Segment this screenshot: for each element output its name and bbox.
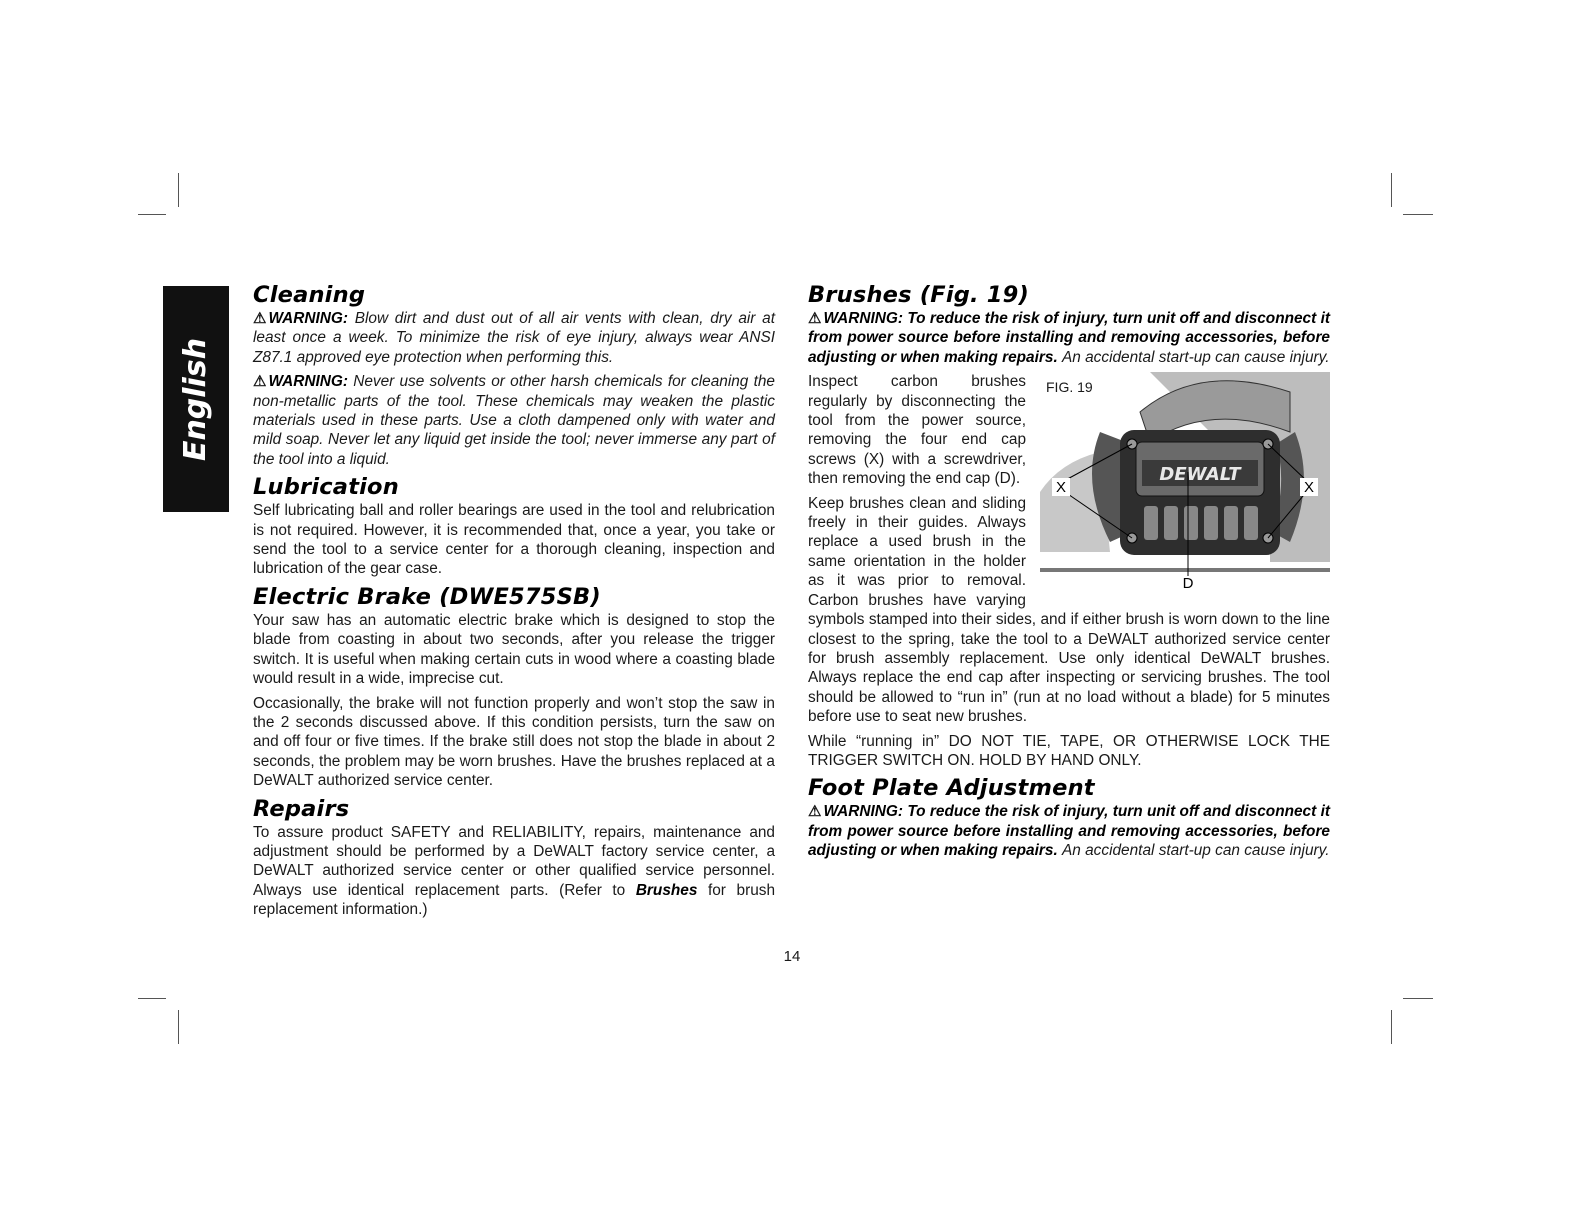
warning-icon: ⚠ [808,310,822,327]
brand-text: DEWALT [1159,464,1241,486]
repairs-text-end: for brush replacement information.) [253,881,776,919]
crop-mark [138,998,166,999]
warning-label: WARNING: [823,803,903,821]
left-column [253,282,775,925]
electric-brake-section [253,584,775,791]
callout-x-left: X [1055,479,1067,497]
brushes-paragraph-3: While “running in” DO NOT TIE, TAPE, OR OTHERWISE LOCK THE TRIGGER SWITCH ON. HOLD BY HAND ONLY. [808,732,1330,769]
crop-mark [1403,998,1433,999]
base-plate [1040,568,1330,572]
lubrication-text: Self lubricating ball and roller bearings are used in the tool and relubrication is not required. However, it is recommended that, once a year, you take or send the tool to a service center for a thorough cleaning, inspection and lubrication of the gear case. [253,502,775,578]
foot-plate-heading: Foot Plate Adjustment [808,775,1095,802]
warning-icon: ⚠ [253,310,267,327]
crop-mark [178,173,179,207]
crop-mark [138,214,166,215]
warning-text: Never use solvents or other harsh chemicals for cleaning the non-metallic parts of the tool. These chemicals may weaken the plastic materials used in these parts. Use a cloth dampened only with water and mild soap. Never let any liquid get inside the tool; never immerse any part of the tool into a liquid. [253,373,775,468]
repairs-section [253,796,775,920]
warning-tail-text: An accidental start-up can cause injury. [1062,842,1330,860]
warning-icon: ⚠ [253,373,267,391]
figure-19 [1040,372,1330,590]
foot-plate-warning [808,802,1330,860]
callout-x-right: X [1303,479,1315,497]
electric-brake-heading: Electric Brake (DWE575SB) [253,583,601,610]
language-tab-label: English [178,337,214,461]
page-number: 14 [783,948,801,965]
crop-mark [178,1010,179,1044]
cleaning-heading: Cleaning [253,282,366,308]
vent-slot [1164,506,1178,540]
warning-icon: ⚠ [808,803,822,821]
vent-slot [1244,506,1258,540]
repairs-heading: Repairs [253,795,350,822]
vent-slot [1184,506,1198,540]
warning-label: WARNING: [268,310,348,327]
brushes-paragraph-1: Inspect carbon brushes regularly by disconnecting the tool from the power source, removing the four end cap screws (X) with a screwdriver, then removing the end cap (D). [808,373,1026,488]
warning-label: WARNING: [268,373,348,391]
brushes-paragraph-2: Keep brushes clean and sliding freely in their guides. Always replace a used brush in the same orientation in the holder as it was prior to removal. Carbon brushes have varying symbols stamped into their sides, and if either brush is worn down to the line closest to the spring, take the tool to a DeWALT authorized service center for brush assembly replacement. Use only identical DeWALT brushes. Always replace the end cap after inspecting or servicing brushes. The tool should be allowed to “run in” (run at no load without a blade) for 5 minutes before use to seat new brushes. [808,494,1330,726]
lubrication-heading: Lubrication [253,474,399,501]
foot-plate-section [808,775,1330,860]
brush-housing-illustration [1040,372,1330,590]
vent-slot [1144,506,1158,540]
vent-slot [1204,506,1218,540]
figure-label: FIG. 19 [1046,379,1093,396]
repairs-text [253,823,775,920]
warning-bold-text: To reduce the risk of injury, turn unit off and disconnect it from power source before installing and removing accessories, before adjusting or when making repairs. [808,310,1330,366]
brushes-section [808,282,1330,770]
cleaning-warning-1 [253,309,775,367]
vent-slot [1224,506,1238,540]
electric-brake-paragraph-1: Your saw has an automatic electric brake which is designed to stop the blade from coasting in about two seconds, after you release the trigger switch. It is useful when making certain cuts in wood where a coasting blade would result in a wide, imprecise cut. [253,611,775,688]
lubrication-section [253,474,775,579]
brushes-warning [808,309,1330,367]
language-tab [163,286,229,512]
brushes-reference: Brushes [635,881,698,899]
cleaning-warning-2 [253,372,775,469]
cleaning-section [253,282,775,469]
electric-brake-paragraph-2: Occasionally, the brake will not function properly and won’t stop the saw in the 2 seconds discussed above. If this condition persists, turn the saw on and off four or five times. If the brake still does not stop the blade in about 2 seconds, the problem may be worn brushes. Have the brushes replaced at a DeWALT authorized service center. [253,694,775,790]
callout-d: D [1182,575,1194,591]
crop-mark [1391,173,1392,207]
brushes-heading: Brushes (Fig. 19) [808,282,1030,308]
repairs-text-start: To assure product SAFETY and RELIABILITY, repairs, maintenance and adjustment should be performed by a DeWALT factory service center, a DeWALT authorized service center or other qualified service personnel. Always use identical replacement parts. (Refer to [253,823,775,899]
crop-mark [1391,1010,1392,1044]
warning-text: Blow dirt and dust out of all air vents with clean, dry air at least once a week. To minimize the risk of eye injury, always wear ANSI Z87.1 approved eye protection when performing this. [253,310,775,366]
warning-bold-text: To reduce the risk of injury, turn unit off and disconnect it from power source before installing and removing accessories, before adjusting or when making repairs. [808,803,1330,860]
right-column [808,282,1330,866]
crop-mark [1403,214,1433,215]
warning-tail-text: An accidental start-up can cause injury. [1062,348,1330,366]
warning-label: WARNING: [823,310,903,327]
